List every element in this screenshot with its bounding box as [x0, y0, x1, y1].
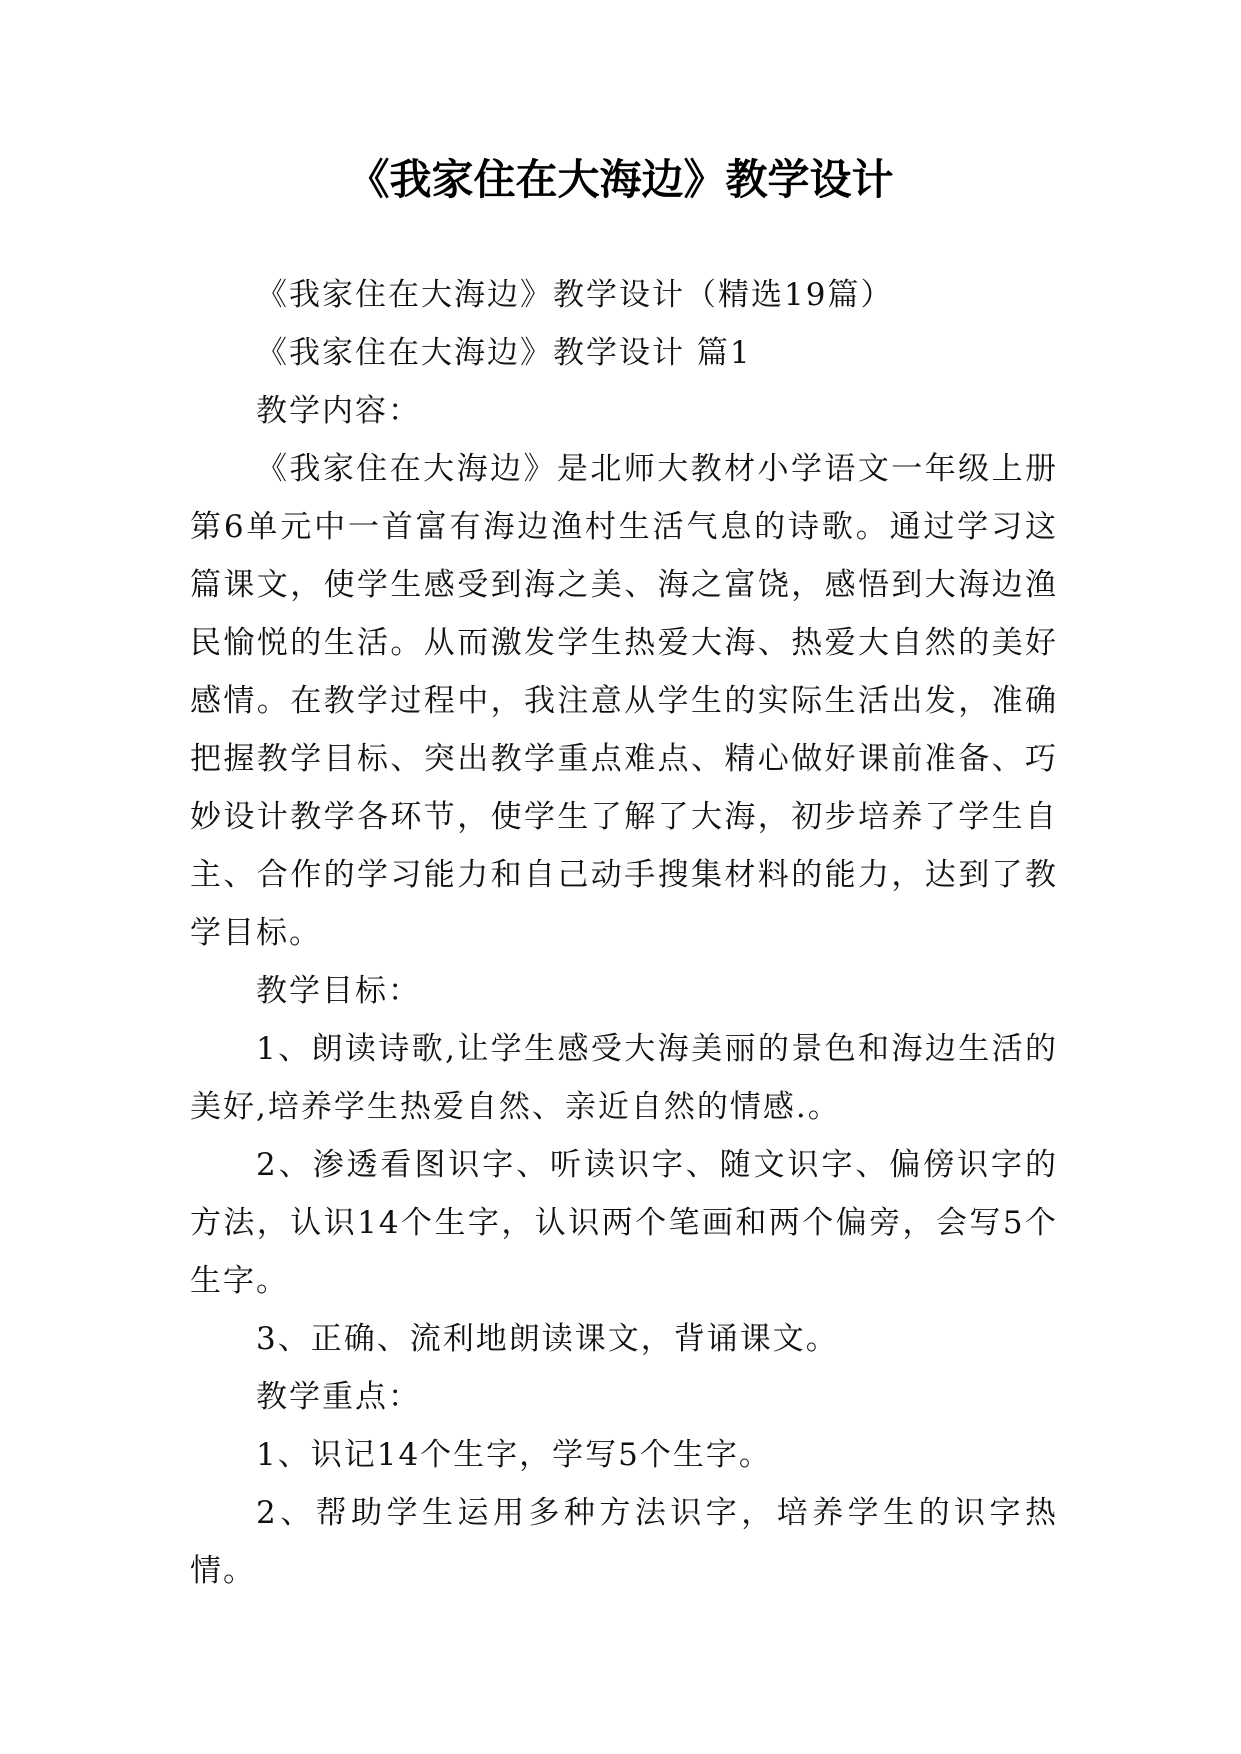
document-body [190, 266, 1058, 1600]
paragraph-subtitle: 《我家住在大海边》教学设计（精选19篇） [256, 277, 894, 313]
paragraph-section-heading: 《我家住在大海边》教学设计 篇1 [256, 335, 752, 371]
paragraph-focus-1: 1、识记14个生字，学写5个生字。 [256, 1437, 772, 1473]
document-title: 《我家住在大海边》教学设计 [347, 155, 894, 204]
paragraph-focus-heading: 教学重点： [256, 1379, 421, 1415]
paragraph-goal-2: 2、渗透看图识字、听读识字、随文识字、偏傍识字的方法，认识14个生字，认识两个笔画和两个偏旁，会写5个生字。 [190, 1147, 1058, 1299]
paragraph-content-body: 《我家住在大海边》是北师大教材小学语文一年级上册第6单元中一首富有海边渔村生活气息的诗歌。通过学习这篇课文，使学生感受到海之美、海之富饶，感悟到大海边渔民愉悦的生活。从而激发学生热爱大海、热爱大自然的美好感情。在教学过程中，我注意从学生的实际生活出发，准确把握教学目标、突出教学重点难点、精心做好课前准备、巧妙设计教学各环节，使学生了解了大海，初步培养了学生自主、合作的学习能力和自己动手搜集材料的能力，达到了教学目标。 [190, 451, 1058, 951]
paragraph-goal-3: 3、正确、流利地朗读课文，背诵课文。 [256, 1321, 839, 1357]
paragraph-content-heading: 教学内容： [256, 393, 421, 429]
paragraph-focus-2: 2、帮助学生运用多种方法识字，培养学生的识字热情。 [190, 1495, 1058, 1589]
paragraph-goal-1: 1、朗读诗歌,让学生感受大海美丽的景色和海边生活的美好,培养学生热爱自然、亲近自然的情感.。 [190, 1031, 1058, 1125]
paragraph-goals-heading: 教学目标： [256, 973, 421, 1009]
